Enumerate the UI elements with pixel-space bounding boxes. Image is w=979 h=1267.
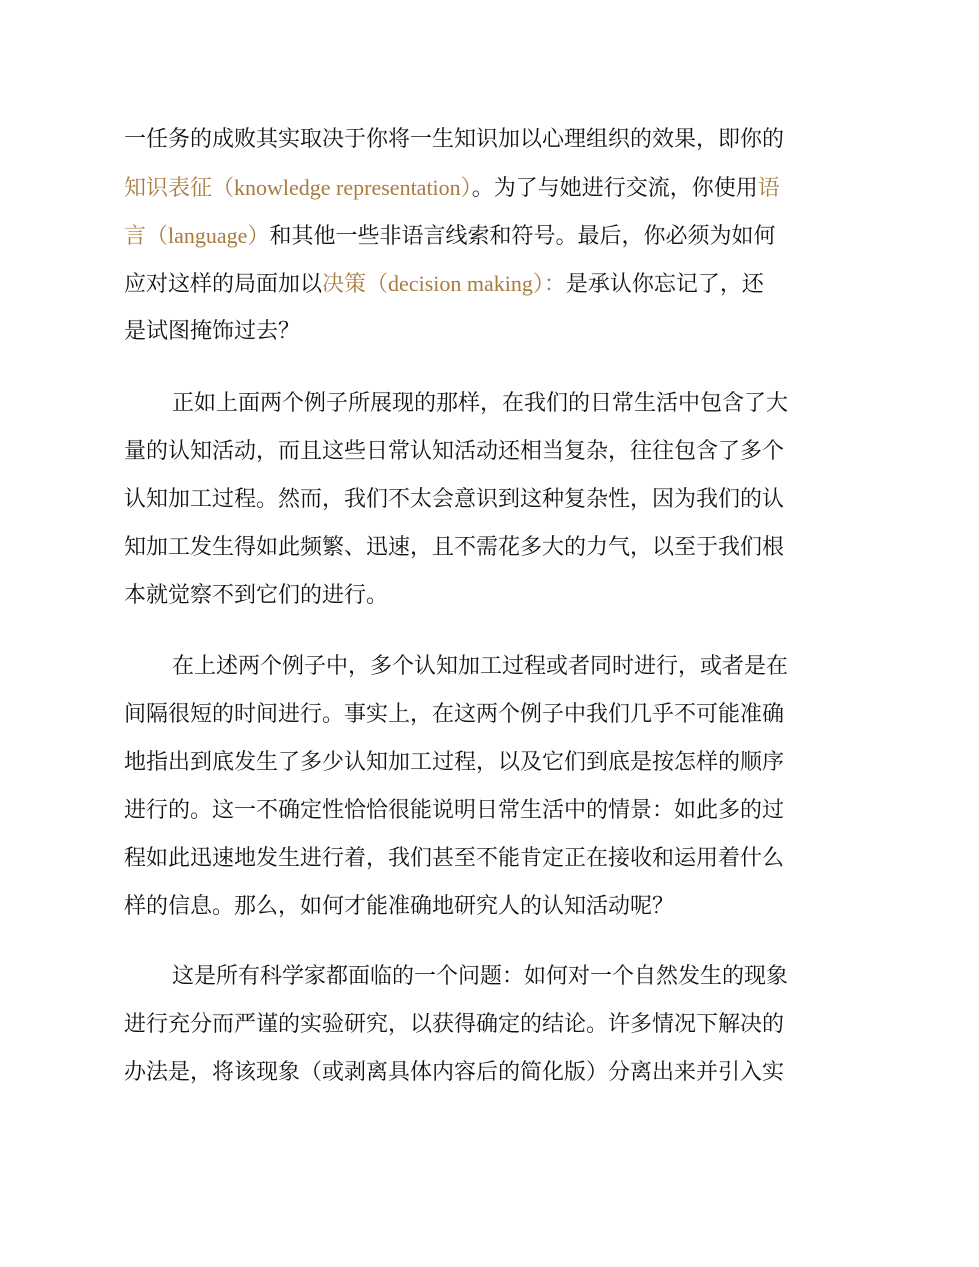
paragraph-line: 程如此迅速地发生进行着，我们甚至不能肯定正在接收和运用着什么 (124, 846, 785, 871)
term-language-zh-part1: 语 (757, 176, 780, 201)
text-segment: 和其他一些非语言线索和符号。最后，你必须为如何 (269, 224, 776, 249)
term-knowledge-representation-zh: 知识表征 (124, 176, 213, 201)
text-segment: 一任务的成败其实取决于你将一生知识加以心理组织的效果，即你的 (124, 127, 785, 152)
paragraph-4 (124, 953, 854, 1097)
term-decision-making-zh: 决策 (322, 272, 367, 297)
paragraph-line (124, 212, 854, 260)
text-segment: 应对这样的局面加以 (124, 272, 323, 297)
paragraph-line: 在上述两个例子中，多个认知加工过程或者同时进行，或者是在 (172, 654, 789, 679)
paragraph-1 (124, 116, 854, 356)
paragraph-line: 间隔很短的时间进行。事实上，在这两个例子中我们几乎不可能准确 (124, 702, 785, 727)
text-segment: 。为了与她进行交流，你使用 (471, 176, 758, 201)
paragraph-line (124, 260, 854, 308)
term-language-en: language (168, 223, 248, 248)
term-language-zh-part2: 言 (124, 224, 147, 249)
paragraph-line: 办法是，将该现象（或剥离具体内容后的简化版）分离出来并引入实 (124, 1060, 785, 1085)
paragraph-line: 地指出到底发生了多少认知加工过程，以及它们到底是按怎样的顺序 (124, 750, 785, 775)
term-decision-making-en: decision making (388, 271, 533, 296)
paragraph-line: 知加工发生得如此频繁、迅速，且不需花多大的力气，以至于我们根 (124, 535, 785, 560)
paragraph-line: 正如上面两个例子所展现的那样，在我们的日常生活中包含了大 (172, 391, 789, 416)
close-paren-colon: ）： (532, 272, 566, 297)
paragraph-line (124, 164, 854, 212)
paragraph-line: 这是所有科学家都面临的一个问题：如何对一个自然发生的现象 (172, 964, 789, 989)
paragraph-line: 进行的。这一不确定性恰恰很能说明日常生活中的情景：如此多的过 (124, 798, 785, 823)
paragraph-line: 本就觉察不到它们的进行。 (124, 583, 389, 608)
open-paren: （ (212, 176, 235, 201)
close-paren: ） (460, 176, 472, 201)
paragraph-line: 进行充分而严谨的实验研究，以获得确定的结论。许多情况下解决的 (124, 1012, 785, 1037)
paragraph-line (124, 308, 854, 356)
paragraph-line: 认知加工过程。然而，我们不太会意识到这种复杂性，因为我们的认 (124, 487, 785, 512)
paragraph-line (124, 116, 854, 164)
text-segment: 是承认你忘记了，还 (565, 272, 764, 297)
close-paren: ） (247, 224, 270, 249)
open-paren: （ (146, 224, 169, 249)
term-knowledge-representation-en: knowledge representation (234, 175, 461, 200)
open-paren: （ (366, 272, 389, 297)
paragraph-3 (124, 643, 854, 931)
paragraph-line: 样的信息。那么，如何才能准确地研究人的认知活动呢？ (124, 894, 675, 919)
paragraph-line: 量的认知活动，而且这些日常认知活动还相当复杂，往往包含了多个 (124, 439, 785, 464)
text-segment: 是试图掩饰过去？ (124, 319, 301, 344)
paragraph-2 (124, 380, 854, 620)
